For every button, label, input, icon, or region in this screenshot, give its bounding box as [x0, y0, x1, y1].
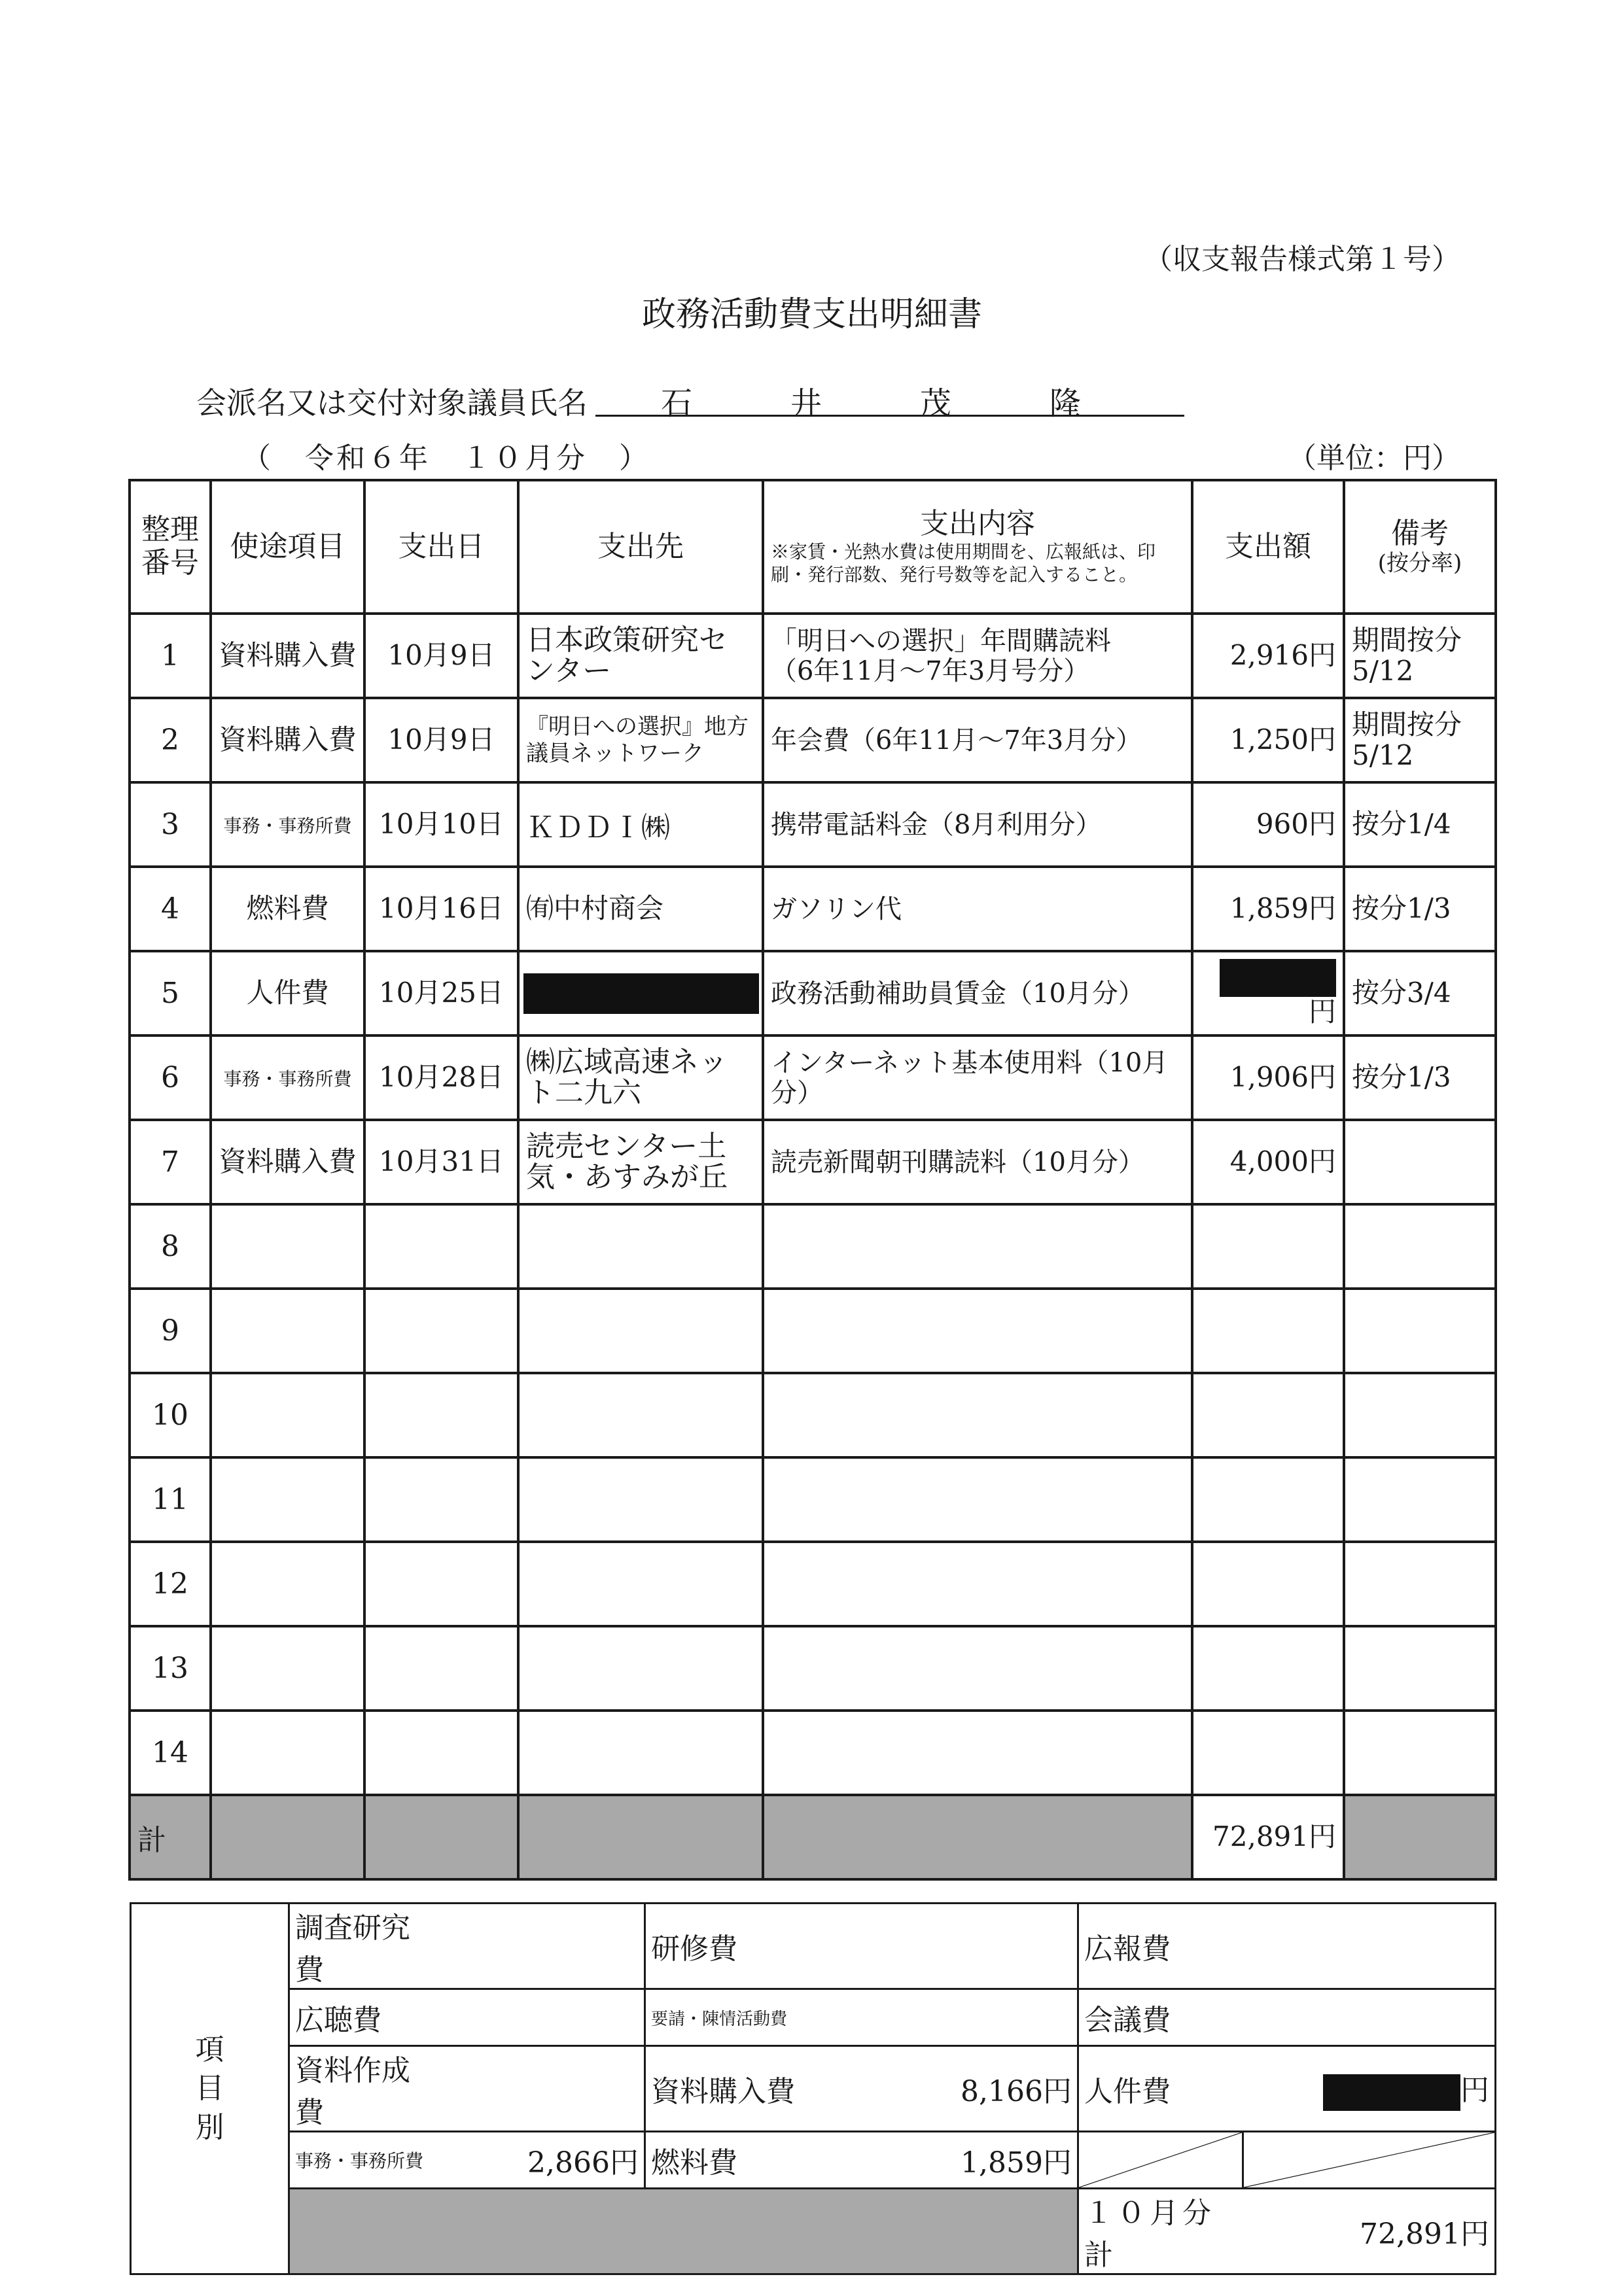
document-title: 政務活動費支出明細書 — [641, 295, 982, 334]
total-shaded-cell — [518, 1795, 763, 1879]
unit-label: （単位：円） — [1288, 442, 1460, 475]
table-row — [130, 1035, 1496, 1120]
table-row — [130, 1542, 1496, 1626]
row-category: 資料購入費 — [211, 1120, 364, 1204]
summary-row — [131, 2046, 1496, 2132]
total-shaded-cell — [1344, 1795, 1496, 1879]
row-amount — [1192, 1373, 1344, 1457]
row-remarks — [1344, 1626, 1496, 1711]
row-category: 資料購入費 — [211, 698, 364, 782]
table-row — [130, 614, 1496, 698]
col-header-content — [763, 480, 1192, 614]
row-payee: ㈲中村商会 — [518, 867, 763, 951]
row-date: 10月25日 — [364, 951, 518, 1035]
row-amount — [1192, 951, 1344, 1035]
diagonal-line — [1244, 2132, 1494, 2187]
summary-label-pr: 広報費 — [1078, 1904, 1243, 1989]
row-category: 資料購入費 — [211, 614, 364, 698]
summary-label-hearing: 広聴費 — [289, 1989, 441, 2046]
table-row — [130, 782, 1496, 867]
row-payee — [518, 1711, 763, 1795]
member-name: 石井茂隆 — [661, 385, 1180, 422]
summary-value-pr — [1243, 1904, 1496, 1989]
row-remarks: 期間按分 5/12 — [1344, 614, 1496, 698]
row-no: 10 — [130, 1373, 211, 1457]
expense-detail-table — [128, 479, 1497, 1881]
row-payee — [518, 1626, 763, 1711]
row-category — [211, 1626, 364, 1711]
category-summary-table — [130, 1902, 1496, 2275]
empty-diagonal-cell — [1078, 2132, 1243, 2189]
redaction-block — [523, 973, 759, 1014]
row-no: 4 — [130, 867, 211, 951]
row-content: ガソリン代 — [763, 867, 1192, 951]
row-category — [211, 1373, 364, 1457]
row-no: 13 — [130, 1626, 211, 1711]
row-date — [364, 1542, 518, 1626]
total-shaded-cell — [763, 1795, 1192, 1879]
row-date: 10月9日 — [364, 614, 518, 698]
summary-section-label: 項 目 別 — [131, 1904, 289, 2274]
table-row — [130, 1626, 1496, 1711]
row-content — [763, 1711, 1192, 1795]
row-payee: 『明日への選択』地方議員ネットワーク — [518, 698, 763, 782]
row-amount: 1,859円 — [1192, 867, 1344, 951]
row-amount: 2,916円 — [1192, 614, 1344, 698]
table-row — [130, 1457, 1496, 1542]
row-amount — [1192, 1542, 1344, 1626]
row-content — [763, 1457, 1192, 1542]
row-date — [364, 1626, 518, 1711]
row-remarks — [1344, 1542, 1496, 1626]
row-category: 人件費 — [211, 951, 364, 1035]
row-payee: ＫＤＤＩ㈱ — [518, 782, 763, 867]
table-row — [130, 1711, 1496, 1795]
row-remarks — [1344, 1120, 1496, 1204]
row-date: 10月16日 — [364, 867, 518, 951]
col-header-no: 整理 番号 — [130, 480, 211, 614]
row-no: 3 — [130, 782, 211, 867]
summary-label-office: 事務・事務所費 — [289, 2132, 441, 2189]
row-payee: 日本政策研究センター — [518, 614, 763, 698]
row-no: 5 — [130, 951, 211, 1035]
diagonal-line — [1079, 2132, 1242, 2187]
total-shaded-cell — [364, 1795, 518, 1879]
row-no: 7 — [130, 1120, 211, 1204]
form-number: （収支報告様式第１号） — [1144, 243, 1460, 276]
summary-label-personnel: 人件費 — [1078, 2046, 1243, 2132]
row-category — [211, 1204, 364, 1289]
summary-row — [131, 1989, 1496, 2046]
table-header-row — [130, 480, 1496, 614]
total-label: 計 — [130, 1795, 211, 1879]
total-row — [130, 1795, 1496, 1879]
month-total-value: 72,891円 — [1243, 2189, 1496, 2274]
table-row — [130, 698, 1496, 782]
col-header-category: 使途項目 — [211, 480, 364, 614]
row-date: 10月31日 — [364, 1120, 518, 1204]
row-amount: 4,000円 — [1192, 1120, 1344, 1204]
row-no: 12 — [130, 1542, 211, 1626]
row-amount: 960円 — [1192, 782, 1344, 867]
row-no: 14 — [130, 1711, 211, 1795]
report-period: （ 令和６年 １０月分 ） — [242, 442, 650, 475]
member-name-underline — [595, 415, 1184, 417]
row-remarks: 按分1/3 — [1344, 1035, 1496, 1120]
table-row — [130, 1289, 1496, 1373]
row-no: 1 — [130, 614, 211, 698]
personnel-unit: 円 — [1460, 2074, 1489, 2108]
row-category — [211, 1289, 364, 1373]
row-remarks — [1344, 1457, 1496, 1542]
row-content: 「明日への選択」年間購読料 （6年11月～7年3月号分） — [763, 614, 1192, 698]
row-remarks: 按分3/4 — [1344, 951, 1496, 1035]
amount-unit: 円 — [1308, 996, 1336, 1028]
table-row — [130, 951, 1496, 1035]
summary-value-meeting — [1243, 1989, 1496, 2046]
row-date: 10月28日 — [364, 1035, 518, 1120]
summary-label-training: 研修費 — [645, 1904, 814, 1989]
row-payee — [518, 1457, 763, 1542]
row-amount — [1192, 1289, 1344, 1373]
total-shaded-cell — [211, 1795, 364, 1879]
row-payee — [518, 951, 763, 1035]
row-amount: 1,250円 — [1192, 698, 1344, 782]
row-amount — [1192, 1457, 1344, 1542]
row-payee: ㈱広域高速ネット二九六 — [518, 1035, 763, 1120]
row-payee: 読売センター土気・あすみが丘 — [518, 1120, 763, 1204]
table-row — [130, 1204, 1496, 1289]
month-total-label: １０月分計 — [1078, 2189, 1243, 2274]
row-date — [364, 1204, 518, 1289]
row-amount — [1192, 1626, 1344, 1711]
summary-label-materials-creation: 資料作成費 — [289, 2046, 441, 2132]
summary-value-office: 2,866円 — [441, 2132, 645, 2189]
row-remarks — [1344, 1289, 1496, 1373]
summary-label-fuel: 燃料費 — [645, 2132, 814, 2189]
row-category: 燃料費 — [211, 867, 364, 951]
row-remarks — [1344, 1204, 1496, 1289]
row-content — [763, 1289, 1192, 1373]
summary-row — [131, 2132, 1496, 2189]
row-no: 8 — [130, 1204, 211, 1289]
row-no: 2 — [130, 698, 211, 782]
row-date: 10月10日 — [364, 782, 518, 867]
row-remarks: 期間按分 5/12 — [1344, 698, 1496, 782]
row-content: インターネット基本使用料（10月分） — [763, 1035, 1192, 1120]
row-amount: 1,906円 — [1192, 1035, 1344, 1120]
remarks-header-sub: (按分率) — [1377, 549, 1462, 576]
table-row — [130, 1373, 1496, 1457]
row-category — [211, 1711, 364, 1795]
row-category — [211, 1542, 364, 1626]
content-header-note: ※家賃・光熱水費は使用期間を、広報紙は、印刷・発行部数、発行号数等を記入すること。 — [771, 541, 1156, 586]
summary-value-research — [441, 1904, 645, 1989]
summary-value-petition — [814, 1989, 1078, 2046]
col-header-date: 支出日 — [364, 480, 518, 614]
row-content: 政務活動補助員賃金（10月分） — [763, 951, 1192, 1035]
summary-value-fuel: 1,859円 — [814, 2132, 1078, 2189]
row-amount — [1192, 1711, 1344, 1795]
member-label: 会派名又は交付対象議員氏名 — [196, 385, 588, 421]
row-date — [364, 1711, 518, 1795]
row-content — [763, 1542, 1192, 1626]
redaction-block — [1220, 959, 1336, 997]
summary-label-meeting: 会議費 — [1078, 1989, 1243, 2046]
row-content — [763, 1373, 1192, 1457]
col-header-remarks — [1344, 480, 1496, 614]
content-header-label: 支出内容 — [920, 506, 1035, 540]
row-date: 10月9日 — [364, 698, 518, 782]
row-remarks: 按分1/3 — [1344, 867, 1496, 951]
row-category: 事務・事務所費 — [211, 1035, 364, 1120]
row-date — [364, 1457, 518, 1542]
redaction-block — [1323, 2074, 1460, 2111]
summary-value-personnel — [1243, 2046, 1496, 2132]
remarks-header-label: 備考 — [1391, 517, 1449, 551]
row-content: 年会費（6年11月～7年3月分） — [763, 698, 1192, 782]
row-payee — [518, 1289, 763, 1373]
summary-label-research: 調査研究費 — [289, 1904, 441, 1989]
row-content: 携帯電話料金（8月利用分） — [763, 782, 1192, 867]
summary-row — [131, 1904, 1496, 1989]
total-amount: 72,891円 — [1192, 1795, 1344, 1879]
row-amount — [1192, 1204, 1344, 1289]
col-header-amount: 支出額 — [1192, 480, 1344, 614]
row-content — [763, 1204, 1192, 1289]
row-no: 9 — [130, 1289, 211, 1373]
summary-value-training — [814, 1904, 1078, 1989]
row-remarks — [1344, 1711, 1496, 1795]
row-date — [364, 1289, 518, 1373]
row-date — [364, 1373, 518, 1457]
summary-value-hearing — [441, 1989, 645, 2046]
row-content — [763, 1626, 1192, 1711]
summary-label-petition: 要請・陳情活動費 — [645, 1989, 814, 2046]
table-row — [130, 867, 1496, 951]
row-no: 6 — [130, 1035, 211, 1120]
row-category: 事務・事務所費 — [211, 782, 364, 867]
row-no: 11 — [130, 1457, 211, 1542]
row-remarks: 按分1/4 — [1344, 782, 1496, 867]
row-payee — [518, 1542, 763, 1626]
row-payee — [518, 1373, 763, 1457]
row-remarks — [1344, 1373, 1496, 1457]
summary-value-materials-purchase: 8,166円 — [814, 2046, 1078, 2132]
table-row — [130, 1120, 1496, 1204]
summary-label-materials-purchase: 資料購入費 — [645, 2046, 814, 2132]
summary-row — [131, 2189, 1496, 2274]
row-payee — [518, 1204, 763, 1289]
summary-shaded-area — [289, 2189, 1078, 2274]
row-content: 読売新聞朝刊購読料（10月分） — [763, 1120, 1192, 1204]
summary-value-materials-creation — [441, 2046, 645, 2132]
row-category — [211, 1457, 364, 1542]
col-header-payee: 支出先 — [518, 480, 763, 614]
empty-diagonal-cell — [1243, 2132, 1496, 2189]
